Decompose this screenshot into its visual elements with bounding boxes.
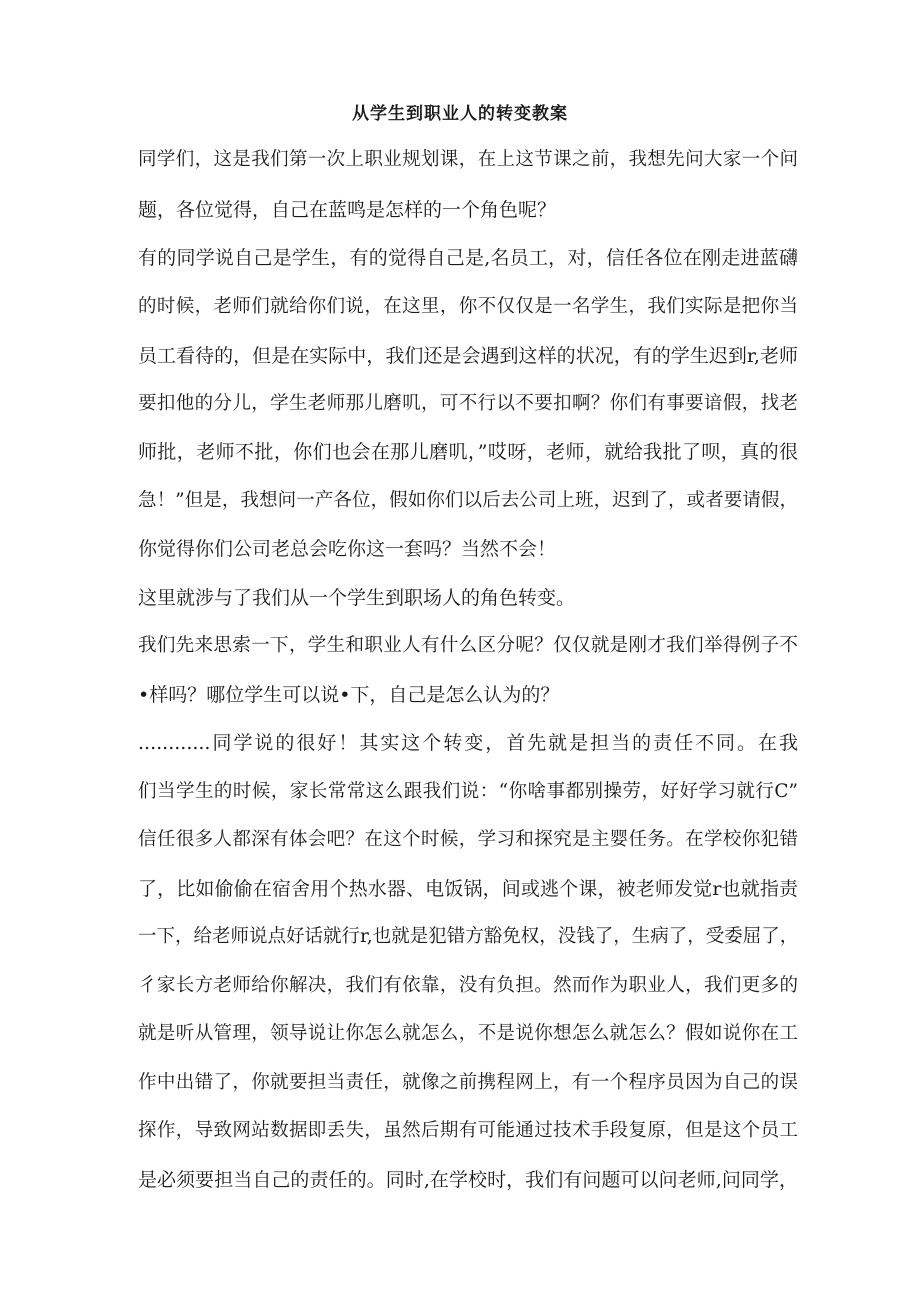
paragraph-line: 的时候，老师们就给你们说，在这里，你不仅仅是一名学生，我们实际是把你当 [138,296,798,317]
paragraph-line: 师批，老师不批，你们也会在那儿磨叽，”哎呀，老师，就给我批了呗，真的很 [138,441,798,463]
paragraph-line: 了，比如偷偷在宿舍用个热水器、电饭锅，间或逃个课，被老师发觉r也就指责 [138,878,798,900]
paragraph-line: 同学们，这是我们第一次上职业规划课，在上这节课之前，我想先问大家一个问 [138,149,798,170]
paragraph-line: 是必须要担当自己的责任的。同时,在学校时，我们有问题可以问老师,问同学， [138,1169,798,1191]
document-title: 从学生到职业人的转变教案 [352,104,568,124]
paragraph-line: 你觉得你们公司老总会吃你这一套吗？当然不会！ [138,538,557,560]
paragraph-line: 急！”但是，我想问一产各位，假如你们以后去公司上班，迟到了，或者要请假， [138,490,798,511]
paragraph-line: 作中出错了，你就要担当责任，就像之前携程网上，有一个程序员因为自己的误 [138,1072,798,1093]
paragraph-line: ............同学说的很好！其实这个转变，首先就是担当的责任不同。在我 [138,732,798,754]
paragraph-line: 信任很多人都深有体会吧？在这个时候，学习和探究是主婴任务。在学校你犯错 [138,829,798,850]
paragraph-line: 探作，导致网站数据即丢失，虽然后期有可能通过技术手段复原，但是这个员工 [138,1120,798,1141]
paragraph-line: 们当学生的时候，家长常常这么跟我们说：“你啥事都别操劳，好好学习就行C” [138,781,798,802]
paragraph-line: 题，各位觉得，自己在蓝鸣是怎样的一个角色呢？ [138,199,557,221]
paragraph-line: 这里就涉与了我们从一个学生到职场人的角色转变。 [138,587,576,609]
paragraph-line: 员工看待的，但是在实际中，我们还是会遇到这样的状况，有的学生迟到r,老师 [138,345,798,367]
paragraph-line: 有的同学说自己是学生，有的觉得自己是,名员工，对，信任各位在刚走进蓝礴 [138,247,798,269]
paragraph-line: •样吗？哪位学生可以说•下，自己是怎么认为的？ [138,684,560,706]
paragraph-line: 就是听从管理，领导说让你怎么就怎么，不是说你想怎么就怎么？假如说你在工 [138,1023,798,1044]
paragraph-line: 我们先来思索一下，学生和职业人有什么区分呢？仅仅就是刚才我们举得例子不 [138,635,798,656]
paragraph-line: 一下，给老师说点好话就行r,也就是犯错方豁免权，没钱了，生病了，受委屈了， [138,926,799,947]
paragraph-line: 要扣他的分儿，学生老师那儿磨叽，可不行以不要扣啊？你们有事要谙假，找老 [138,393,798,414]
paragraph-line: 彳家长方老师给你解决，我们有依靠，没有负担。然而作为职业人，我们更多的 [138,975,798,996]
